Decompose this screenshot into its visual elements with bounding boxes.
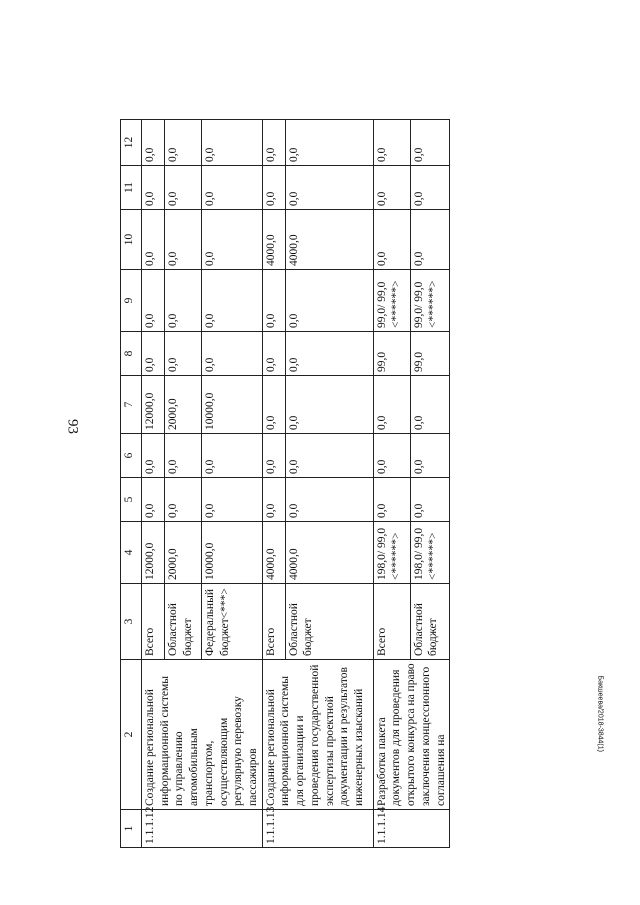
value: 2000,0 bbox=[164, 376, 201, 433]
value: 0,0 bbox=[144, 147, 156, 162]
source-label: Всего bbox=[264, 627, 277, 656]
source-label: Областной бюджет bbox=[164, 584, 201, 659]
col-header: 9 bbox=[121, 270, 142, 332]
value: 0,0 bbox=[264, 459, 277, 474]
value: 0,0 bbox=[375, 147, 388, 162]
value-cell bbox=[262, 120, 373, 166]
table-row bbox=[262, 120, 373, 848]
value-cell bbox=[142, 376, 263, 434]
value: 0,0 bbox=[164, 478, 201, 521]
value: 4000,0 bbox=[285, 210, 303, 269]
value: 99,0 bbox=[410, 332, 428, 375]
value: 99,0/ 99,0 <******> bbox=[410, 270, 442, 331]
value-cell bbox=[262, 210, 373, 270]
page-number: 93 bbox=[64, 419, 81, 434]
value: 0,0 bbox=[375, 191, 388, 206]
row-name: Создание региональной информационной системы по управлению автомобильным транспортом, осуществляющим регулярную перевозку пассажиров bbox=[142, 660, 263, 810]
value: 4000,0 bbox=[285, 522, 303, 583]
value-cell bbox=[262, 376, 373, 434]
value: 0,0 bbox=[164, 120, 201, 165]
col-header: 8 bbox=[121, 332, 142, 376]
value: 0,0 bbox=[285, 166, 303, 209]
value: 0,0 bbox=[410, 210, 428, 269]
value: 0,0 bbox=[144, 251, 156, 266]
document-reference: Бакшеева/2018-3844(1) bbox=[596, 675, 604, 752]
value: 198,0/ 99,0 <******> bbox=[375, 527, 403, 580]
value: 2000,0 bbox=[164, 522, 201, 583]
value: 0,0 bbox=[201, 434, 250, 477]
value: 0,0 bbox=[264, 357, 277, 372]
value-cell bbox=[142, 270, 263, 332]
row-name: Разработка пакета документов для проведения открытого конкурса на право заключения концессионного соглашения на bbox=[373, 660, 450, 810]
col-header: 7 bbox=[121, 376, 142, 434]
column-number-row bbox=[121, 120, 142, 848]
value: 0,0 bbox=[164, 434, 201, 477]
col-header: 12 bbox=[121, 120, 142, 166]
col-header: 11 bbox=[121, 166, 142, 210]
col-header: 2 bbox=[121, 660, 142, 810]
value: 0,0 bbox=[285, 478, 303, 521]
value: 0,0 bbox=[375, 459, 388, 474]
program-table bbox=[120, 119, 450, 848]
row-number: 1.1.1.14 bbox=[373, 810, 450, 848]
table-row bbox=[142, 120, 263, 848]
value-cell bbox=[262, 332, 373, 376]
value: 0,0 bbox=[285, 332, 303, 375]
value: 0,0 bbox=[264, 191, 277, 206]
source-label: Всего bbox=[144, 627, 156, 656]
value-cell bbox=[262, 522, 373, 584]
value: 0,0 bbox=[144, 313, 156, 328]
value: 0,0 bbox=[375, 415, 388, 430]
value: 99,0 bbox=[375, 351, 388, 372]
value: 0,0 bbox=[264, 503, 277, 518]
col-header: 4 bbox=[121, 522, 142, 584]
value-cell bbox=[373, 332, 450, 376]
value: 4000,0 bbox=[264, 548, 277, 580]
value: 0,0 bbox=[375, 503, 388, 518]
value-cell bbox=[373, 270, 450, 332]
value-cell bbox=[142, 210, 263, 270]
row-number: 1.1.1.12 bbox=[142, 810, 263, 848]
value: 0,0 bbox=[410, 478, 428, 521]
value: 0,0 bbox=[201, 166, 250, 209]
value: 0,0 bbox=[285, 434, 303, 477]
value: 0,0 bbox=[410, 166, 428, 209]
value: 0,0 bbox=[410, 376, 428, 433]
value: 0,0 bbox=[164, 270, 201, 331]
value: 0,0 bbox=[264, 147, 277, 162]
col-header: 1 bbox=[121, 810, 142, 848]
value: 0,0 bbox=[375, 251, 388, 266]
value-cell bbox=[142, 522, 263, 584]
value: 0,0 bbox=[201, 120, 250, 165]
rotated-table-wrapper bbox=[120, 120, 580, 848]
value-cell bbox=[373, 522, 450, 584]
value-cell bbox=[142, 120, 263, 166]
value: 10000,0 bbox=[201, 522, 250, 583]
value-cell bbox=[373, 166, 450, 210]
value-cell bbox=[373, 120, 450, 166]
value-cell bbox=[262, 478, 373, 522]
source-cell bbox=[262, 584, 373, 660]
value: 12000,0 bbox=[144, 392, 156, 430]
value: 0,0 bbox=[285, 270, 303, 331]
value: 0,0 bbox=[285, 376, 303, 433]
row-name: Создание региональной информационной системы для организации и проведения государственной экспертизы проектной документации и результатов инженерных изысканий bbox=[262, 660, 373, 810]
value: 0,0 bbox=[144, 357, 156, 372]
value: 0,0 bbox=[264, 415, 277, 430]
source-label: Федеральный бюджет<***> bbox=[201, 584, 250, 659]
value: 0,0 bbox=[285, 120, 303, 165]
value-cell bbox=[373, 376, 450, 434]
value-cell bbox=[142, 478, 263, 522]
col-header: 6 bbox=[121, 434, 142, 478]
col-header: 3 bbox=[121, 584, 142, 660]
value-cell bbox=[262, 270, 373, 332]
col-header: 5 bbox=[121, 478, 142, 522]
value: 0,0 bbox=[201, 478, 250, 521]
value: 0,0 bbox=[144, 191, 156, 206]
value: 0,0 bbox=[164, 332, 201, 375]
value: 0,0 bbox=[201, 210, 250, 269]
value-cell bbox=[142, 332, 263, 376]
value: 0,0 bbox=[164, 210, 201, 269]
value: 0,0 bbox=[264, 313, 277, 328]
value: 0,0 bbox=[201, 270, 250, 331]
value: 198,0/ 99,0 <******> bbox=[410, 522, 442, 583]
value: 0,0 bbox=[144, 459, 156, 474]
value: 4000,0 bbox=[264, 234, 277, 266]
value-cell bbox=[373, 210, 450, 270]
value: 0,0 bbox=[164, 166, 201, 209]
table-row bbox=[373, 120, 450, 848]
source-label: Всего bbox=[375, 627, 388, 656]
value-cell bbox=[142, 434, 263, 478]
value: 12000,0 bbox=[144, 542, 156, 580]
source-cell bbox=[142, 584, 263, 660]
value-cell bbox=[142, 166, 263, 210]
source-cell bbox=[373, 584, 450, 660]
row-number: 1.1.1.13 bbox=[262, 810, 373, 848]
value-cell bbox=[262, 166, 373, 210]
value: 0,0 bbox=[201, 332, 250, 375]
value: 10000,0 bbox=[201, 376, 250, 433]
value: 0,0 bbox=[144, 503, 156, 518]
source-label: Областной бюджет bbox=[410, 584, 442, 659]
source-label: Областной бюджет bbox=[285, 584, 317, 659]
value: 0,0 bbox=[410, 434, 428, 477]
value-cell bbox=[373, 434, 450, 478]
value-cell bbox=[373, 478, 450, 522]
col-header: 10 bbox=[121, 210, 142, 270]
value: 99,0/ 99,0 <******> bbox=[375, 280, 403, 328]
value: 0,0 bbox=[410, 120, 428, 165]
value-cell bbox=[262, 434, 373, 478]
